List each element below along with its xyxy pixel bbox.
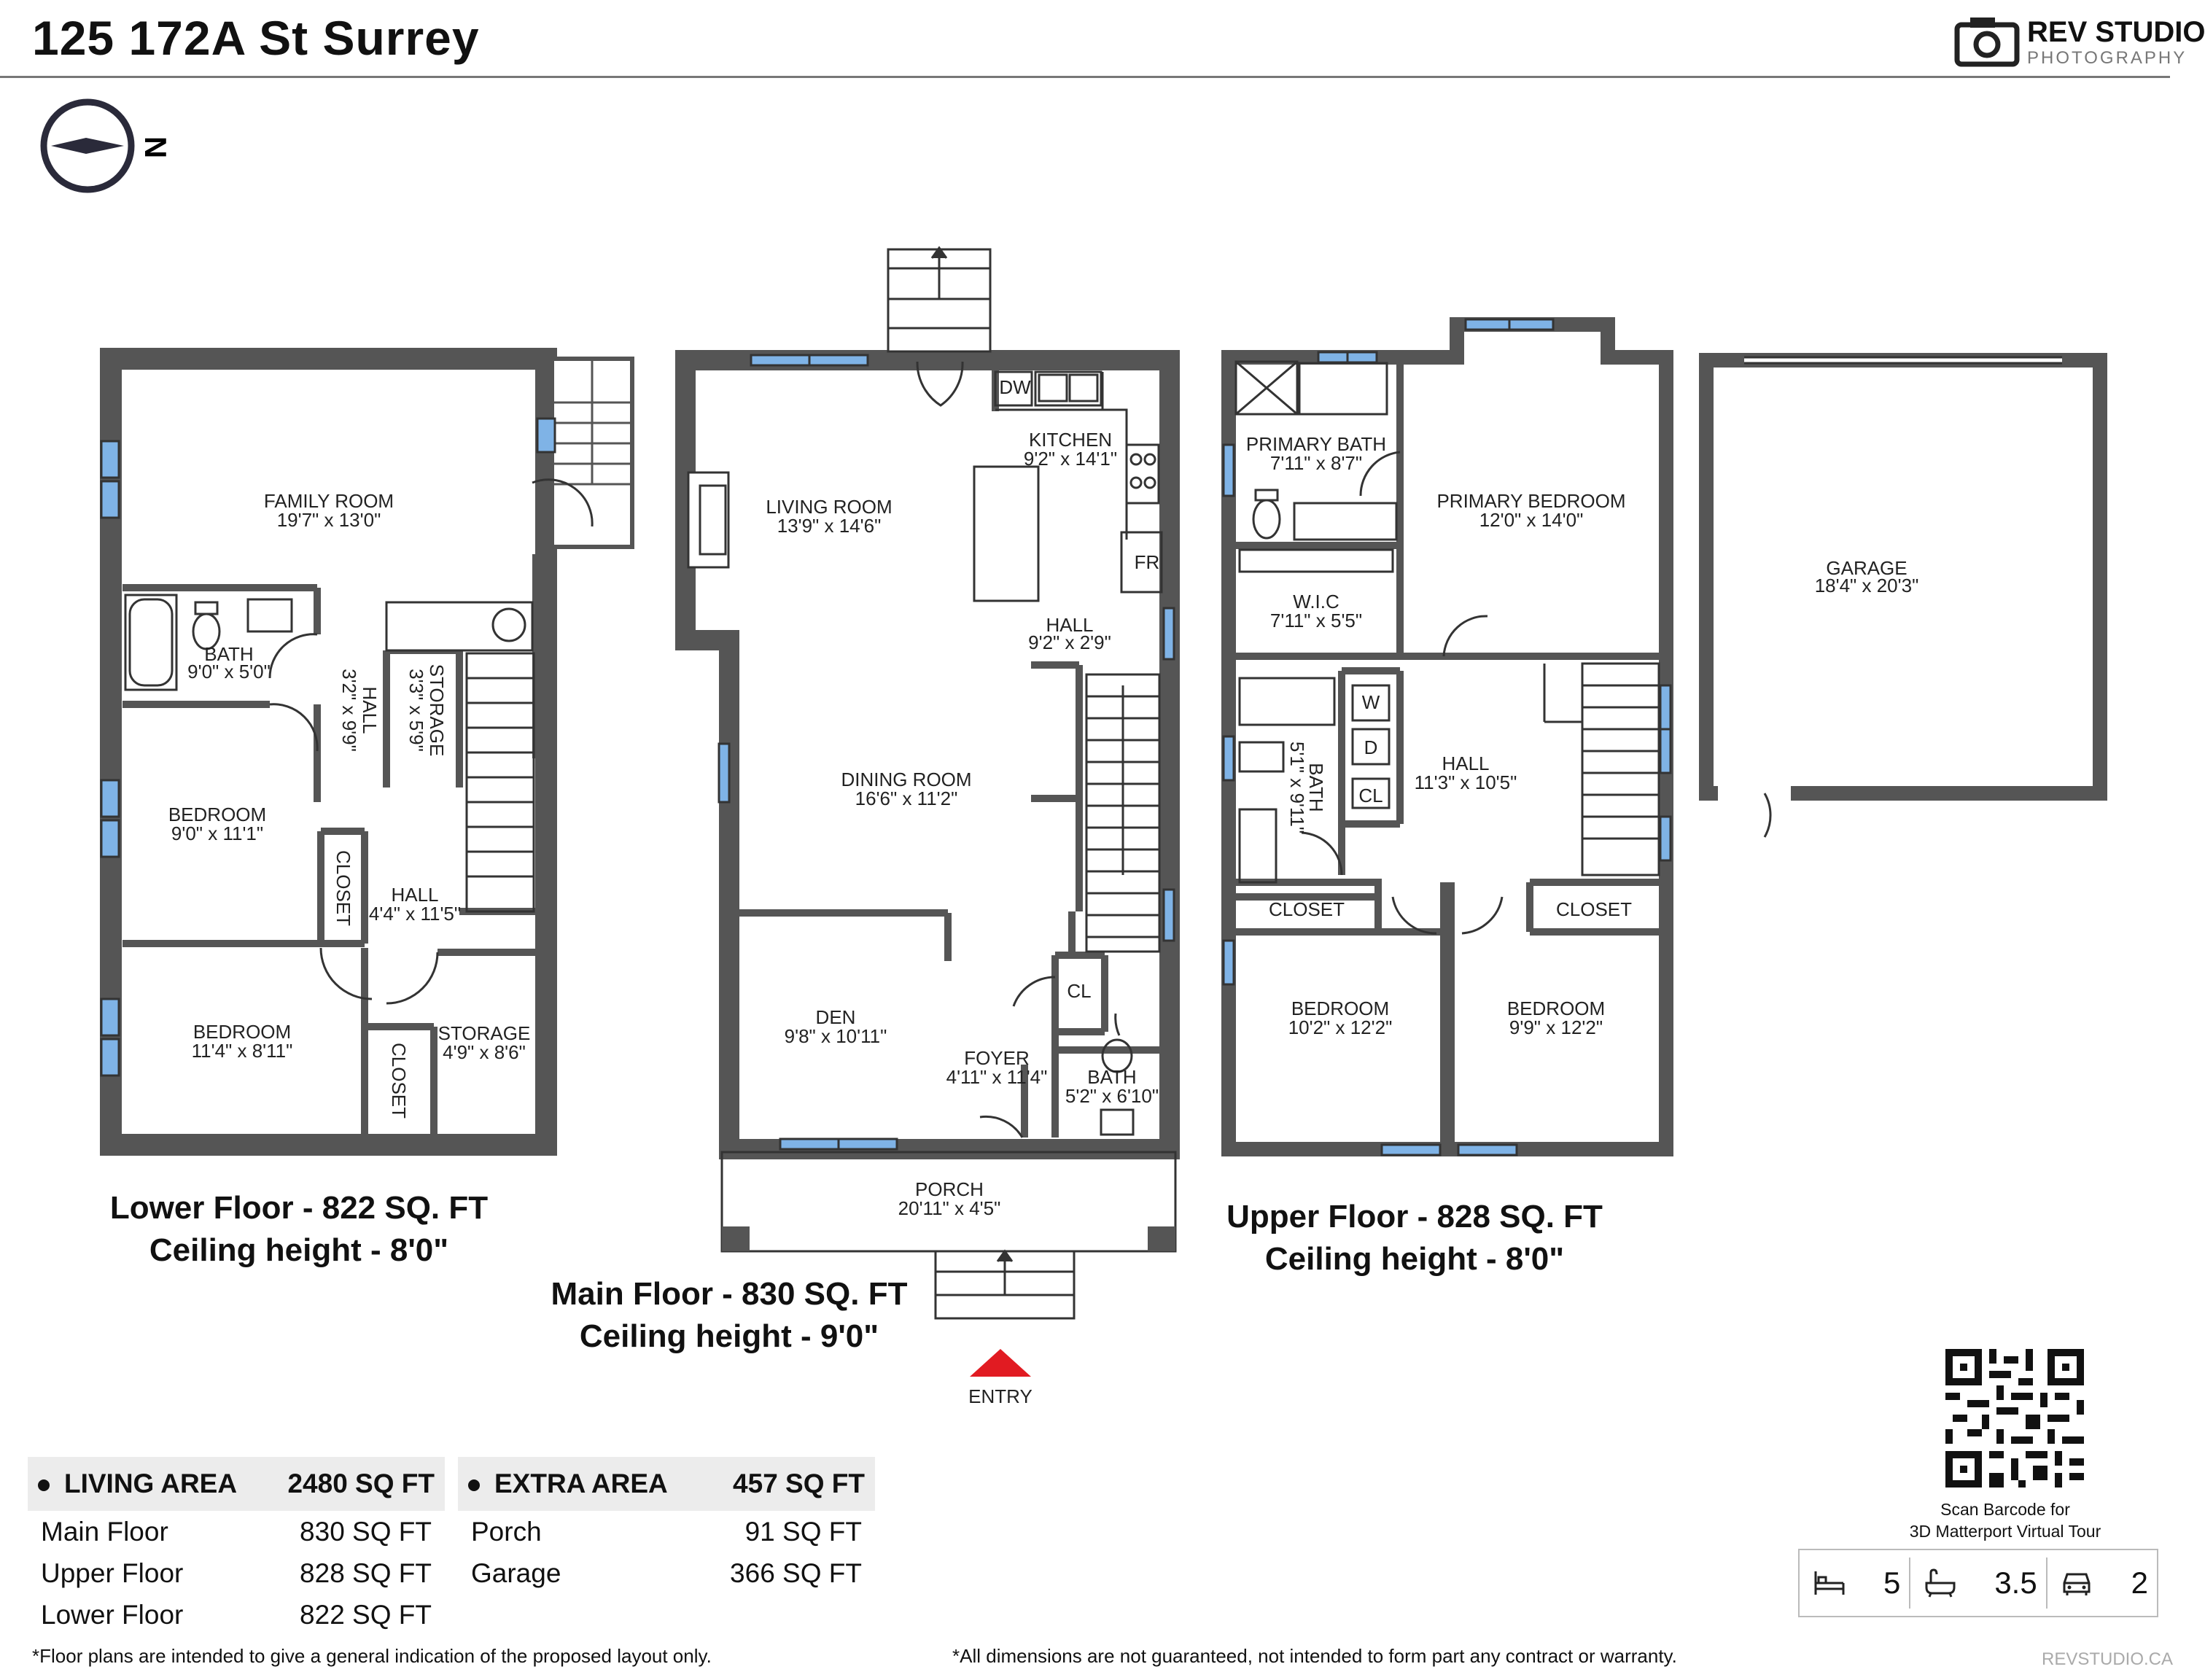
room-name: CLOSET [1268,898,1345,920]
table-row-value: 822 SQ FT [300,1599,432,1630]
room-name: STORAGE [426,664,448,757]
entry-label: ENTRY [968,1385,1032,1407]
logo-main-text: REV STUDIO [2027,16,2205,48]
room-name: PRIMARY BEDROOM [1436,490,1626,512]
room-name: BATH [1087,1066,1137,1088]
main-floor-caption [510,1273,948,1358]
room-dim: 18'4" x 20'3" [1814,575,1919,596]
living-area-table [28,1457,445,1636]
room-name: KITCHEN [1028,429,1113,451]
room-name: PORCH [915,1178,984,1200]
room-dim: 19'7" x 13'0" [276,509,381,531]
room-dim: 20'11" x 4'5" [898,1197,1001,1219]
room-name: PRIMARY BATH [1245,433,1387,455]
room-dim: 12'0" x 14'0" [1479,509,1584,531]
disclaimer-right: *All dimensions are not guaranteed, not intended to form part any contract or warranty. [952,1645,1677,1667]
qr-caption [1896,1498,2115,1542]
table-row-value: 828 SQ FT [300,1558,432,1588]
upper-floor-area: Upper Floor - 828 SQ. FT [1226,1199,1603,1234]
bullet-icon [38,1479,50,1491]
lower-floor-area: Lower Floor - 822 SQ. FT [109,1190,489,1226]
room-dim: 4'9" x 8'6" [443,1041,526,1063]
compass-needle-icon [51,138,124,154]
page-title: 125 172A St Surrey [32,11,480,65]
appliance-label: FR [1134,551,1160,573]
upper-floor-ceiling: Ceiling height - 8'0" [1264,1241,1565,1277]
table-row-label: Lower Floor [41,1599,184,1630]
room-name: BEDROOM [1506,998,1606,1019]
room-name: BEDROOM [1291,998,1390,1019]
lower-floor-caption [80,1187,518,1272]
main-floor-area: Main Floor - 830 SQ. FT [551,1276,908,1312]
room-dim: 9'0" x 11'1" [171,822,264,844]
lower-floor-ceiling: Ceiling height - 8'0" [149,1232,449,1268]
room-name: BATH [1305,763,1327,812]
property-stats [1798,1549,2158,1617]
room-dim: 10'2" x 12'2" [1288,1016,1393,1038]
living-area-heading: LIVING AREA [28,1457,265,1511]
qr-code-icon[interactable] [1945,1349,2084,1488]
qr-caption-line2: 3D Matterport Virtual Tour [1909,1522,2101,1541]
room-dim: 5'2" x 6'10" [1065,1085,1159,1107]
room-name: HALL [1046,614,1094,636]
car-icon [2056,1568,2098,1598]
bathtub-icon [1919,1568,1961,1598]
baths-count: 3.5 [1994,1566,2037,1600]
room-name: W.I.C [1293,591,1339,612]
room-dim: 5'1" x 9'11" [1286,741,1308,834]
table-row-value: 830 SQ FT [300,1516,432,1547]
table-row-label: Upper Floor [41,1558,184,1588]
stats-divider [2046,1558,2048,1609]
room-name: HALL [1442,752,1490,774]
room-dim: 3'3" x 5'9" [405,669,427,752]
stats-divider [1909,1558,1910,1609]
room-name: CLOSET [388,1042,410,1119]
website-link[interactable]: REVSTUDIO.CA [2042,1649,2174,1669]
table-row-label: Garage [471,1558,561,1588]
room-name: FOYER [964,1047,1030,1069]
bullet-icon [468,1479,480,1491]
room-name: BEDROOM [168,804,267,825]
room-name: CLOSET [1555,898,1633,920]
room-dim: 11'4" x 8'11" [191,1040,293,1062]
appliance-label: DW [999,376,1031,398]
appliance-label: W [1361,691,1380,713]
room-name: STORAGE [438,1022,531,1044]
room-dim: 11'3" x 10'5" [1414,771,1517,793]
room-name: DEN [815,1006,856,1028]
appliance-label: D [1364,736,1378,758]
parking-count: 2 [2131,1566,2149,1600]
table-row-label: Main Floor [41,1516,168,1547]
extra-area-table [458,1457,875,1594]
room-dim: 7'11" x 8'7" [1269,452,1363,474]
room-name: CL [1358,785,1383,806]
room-dim: 4'11" x 11'4" [946,1066,1048,1088]
room-dim: 9'0" x 5'0" [187,661,271,682]
extra-area-heading: EXTRA AREA [458,1457,701,1511]
room-dim: 3'2" x 9'9" [338,669,360,752]
entry-marker-icon [970,1349,1031,1377]
logo-sub-text: PHOTOGRAPHY [2027,48,2188,68]
room-name: BEDROOM [192,1021,292,1043]
upper-floor-caption [1196,1196,1633,1280]
room-dim: 9'8" x 10'11" [784,1025,887,1047]
room-dim: 9'2" x 14'1" [1023,448,1118,470]
table-row-value: 366 SQ FT [730,1558,862,1588]
room-dim: 9'9" x 12'2" [1509,1016,1603,1038]
main-floor-ceiling: Ceiling height - 9'0" [579,1318,879,1354]
room-name: HALL [359,686,381,734]
extra-area-total: 457 SQ FT [701,1457,875,1511]
bed-icon [1808,1568,1850,1598]
compass [44,102,173,190]
beds-count: 5 [1883,1566,1901,1600]
room-dim: 16'6" x 11'2" [855,788,958,809]
room-name: FAMILY ROOM [263,490,394,512]
room-name: CLOSET [332,849,354,927]
room-dim: 4'4" x 11'5" [368,903,462,925]
compass-north-label: N [139,136,173,159]
room-dim: 9'2" x 2'9" [1028,631,1111,653]
room-name: HALL [391,884,439,906]
room-name: BATH [204,643,254,665]
room-name: DINING ROOM [841,769,972,790]
room-name: CL [1067,980,1092,1002]
table-row-label: Porch [471,1516,542,1547]
disclaimer-left: *Floor plans are intended to give a general indication of the proposed layout only. [32,1645,712,1667]
room-name: LIVING ROOM [766,496,892,518]
living-area-total: 2480 SQ FT [265,1457,445,1511]
room-dim: 13'9" x 14'6" [777,515,882,537]
qr-caption-line1: Scan Barcode for [1940,1500,2070,1519]
room-name: GARAGE [1826,557,1908,579]
room-dim: 7'11" x 5'5" [1269,610,1363,631]
table-row-value: 91 SQ FT [744,1516,862,1547]
